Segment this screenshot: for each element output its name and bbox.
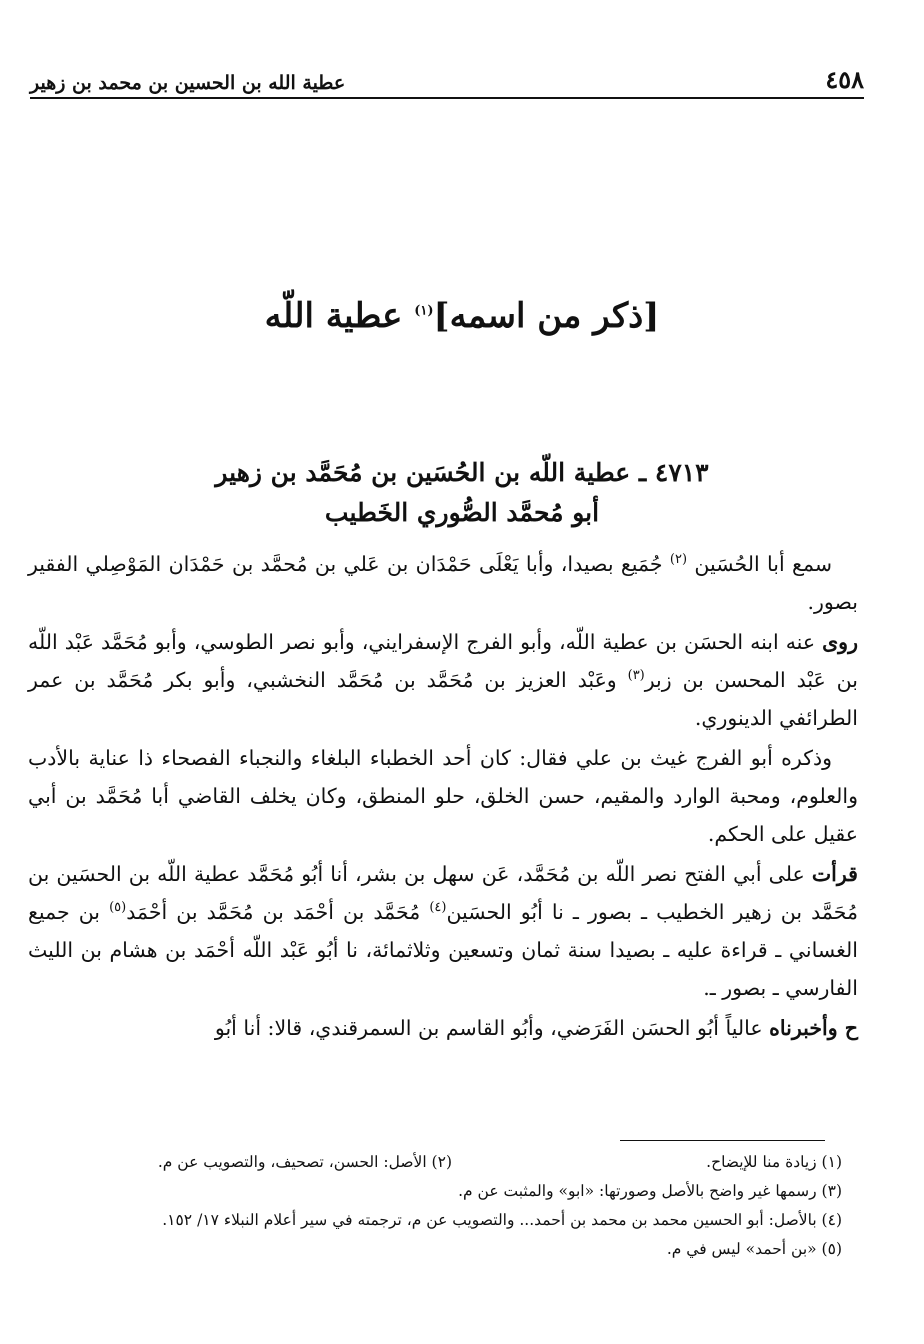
body-text (28, 545, 858, 1049)
paragraph-read-part-b: مُحَمَّد بن أحْمَد بن مُحَمَّد بن أحْمَد (126, 900, 421, 924)
paragraph-heard-part-a: سمع أبا الحُسَين (694, 552, 832, 576)
running-title: عطية الله بن الحسين بن محمد بن زهير (30, 72, 346, 94)
footnote-ref-2: (٢) (669, 552, 688, 568)
running-head (30, 58, 864, 94)
paragraph-read-part-c: بن جميع الغساني ـ قراءة عليه ـ بصيدا سنة ثمان وتسعين وثلاثمائة، نا أبُو عَبْد اللّه أحْمَد بن هشام بن الليث الفارسي ـ بصور ـ. (28, 900, 858, 1000)
footnote-ref-4: (٤) (429, 900, 447, 916)
paragraph-read-part-a: على أبي الفتح نصر اللّه بن مُحَمَّد، عَن سهل بن بشر، أنا أبُو مُحَمَّد عطية اللّه بن الحسَين بن مُحَمَّد بن زهير الخطيب ـ بصور ـ نا أبُو الحسَين (28, 862, 858, 924)
footnote-ref-5: (٥) (109, 900, 127, 916)
footnote-rule (620, 1140, 825, 1141)
paragraph-narrated-lead: روى (822, 630, 858, 654)
footnote-4: (٤) بالأصل: أبو الحسين محمد بن محمد بن أحمد... والتصويب عن م، ترجمته في سير أعلام النبلاء ١٧/ ١٥٢. (162, 1211, 842, 1229)
footnote-row-3 (30, 1206, 842, 1235)
footnote-row-4 (30, 1235, 842, 1264)
entry-title-line-2: أبو مُحمَّد الصُّوري الخَطيب (324, 498, 600, 527)
paragraph-narrated (28, 623, 858, 737)
footnotes (30, 1148, 842, 1264)
paragraph-mention-text: وذكره أبو الفرج غيث بن علي فقال: كان أحد الخطباء البلغاء والنجباء الفصحاء ذا عناية بالأدب والعلوم، ومحبة الوارد والمقيم، حسن الخلق، حلو المنطق، وكان يخلف القاضي أبا مُحَمَّد بن أبي عقيل على الحكم. (28, 746, 858, 846)
page-number: ٤٥٨ (825, 65, 864, 94)
footnote-5: (٥) «بن أحمد» ليس في م. (666, 1240, 842, 1258)
footnote-ref-1: (١) (414, 303, 434, 319)
paragraph-mention (28, 739, 858, 853)
footnote-2: (٢) الأصل: الحسن، تصحيف، والتصويب عن م. (157, 1153, 452, 1171)
paragraph-read-lead: قرأت (811, 862, 858, 886)
paragraph-narrated-part-a: عنه ابنه الحسَن بن عطية اللّه، وأبو الفرج الإسفرايني، وأبو نصر الطوسي، وأبو مُحَمَّد عَبْد اللّه بن عَبْد المحسن بن زبر (28, 630, 858, 692)
paragraph-heard (28, 545, 858, 621)
section-heading-name: عطية اللّه (264, 296, 403, 336)
footnote-row-2 (30, 1177, 842, 1206)
footnote-3: (٣) رسمها غير واضح بالأصل وصورتها: «ابو» والمثبت عن م. (458, 1182, 842, 1200)
header-rule (30, 97, 864, 99)
paragraph-informed (28, 1009, 858, 1047)
footnote-row-1 (30, 1148, 842, 1177)
footnote-1: (١) زيادة منا للإيضاح. (706, 1153, 842, 1171)
entry-title (0, 453, 924, 533)
paragraph-narrated-part-b: وعَبْد العزيز بن مُحَمَّد بن مُحَمَّد النخشبي، وأبو بكر مُحَمَّد بن عمر الطرائفي الدينوري. (28, 668, 858, 730)
paragraph-heard-part-b: جُمَيع بصيدا، وأبا يَعْلَى حَمْدَان بن عَلي بن مُحمَّد بن حَمْدَان المَوْصِلي الفقير بصور. (28, 552, 858, 614)
paragraph-informed-text: عالياً أبُو الحسَن الفَرَضي، وأبُو القاسم بن السمرقندي، قالا: أنا أبُو (214, 1016, 763, 1040)
section-heading (0, 296, 924, 336)
entry-title-line-1: ٤٧١٣ ـ عطية اللّه بن الحُسَين بن مُحَمَّد بن زهير (215, 458, 709, 487)
paragraph-informed-lead: ح وأخبرناه (769, 1016, 858, 1040)
paragraph-read (28, 855, 858, 1007)
footnote-ref-3: (٣) (627, 668, 645, 684)
section-heading-text: [ذكر من اسمه] (433, 296, 660, 336)
